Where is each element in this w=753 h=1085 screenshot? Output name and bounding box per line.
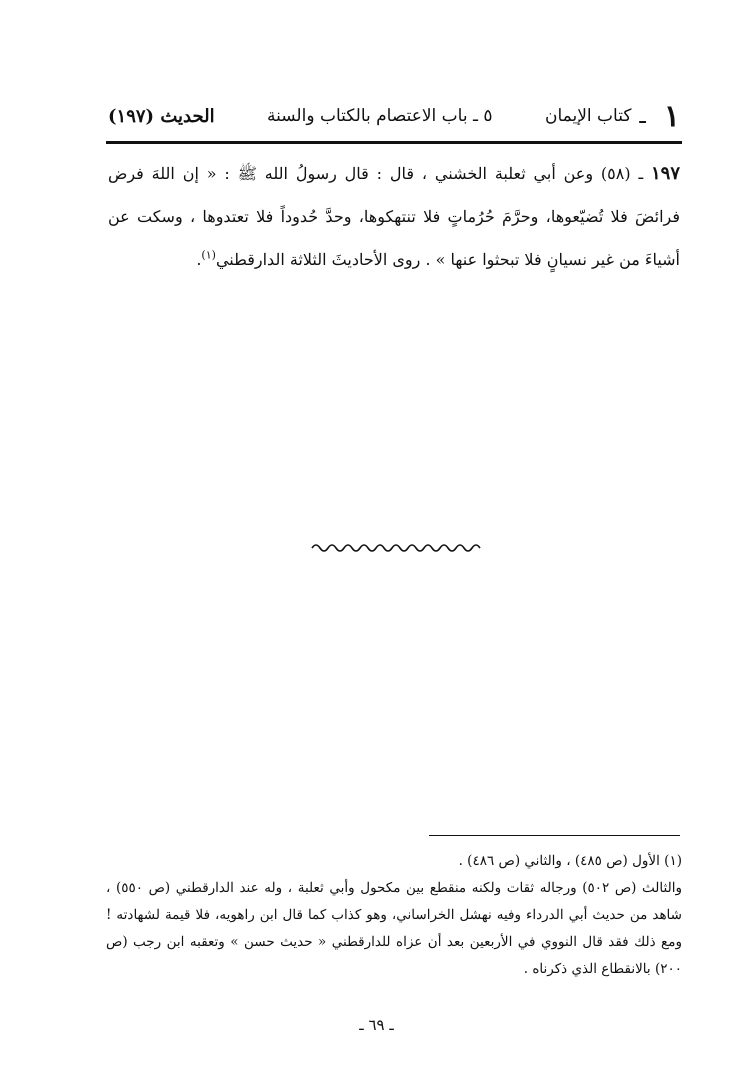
hadith-text: [108, 152, 680, 281]
hadith-number: ١٩٧: [650, 163, 680, 184]
hadith-end: .: [196, 250, 202, 269]
footnote-1: (١) الأول (ص ٤٨٥) ، والثاني (ص ٤٨٦) .: [458, 853, 682, 869]
wavy-separator: [310, 540, 482, 556]
footnotes: [106, 848, 682, 983]
header-book: [545, 99, 680, 134]
hadith-body: ـ (٥٨) وعن أبي ثعلبة الخشني ، قال : قال رسولُ الله ﷺ : « إن اللهَ فرض فرائضَ فلا تُضيّعوها، وحرَّمَ حُرُماتٍ فلا تنتهكوها، وحدَّ حُدوداً فلا تعتدوها ، وسكت عن أشياءَ من غير نسيانٍ فلا تبحثوا عنها » . روى الأحاديثَ الثلاثة الدارقطني: [108, 164, 680, 269]
footnote-reference: (١): [201, 248, 216, 262]
running-header: [108, 96, 680, 136]
header-rule: [106, 141, 682, 144]
footnote-continuation: والثالث (ص ٥٠٢) ورجاله ثقات ولكنه منقطع بين مكحول وأبي ثعلبة ، وله عند الدارقطني (ص ٥٥٠) ، شاهد من حديث أبي الدرداء وفيه نهشل الخراساني، وهو كذاب كما قال ابن راهويه، فلا قيمة لشهادته ! ومع ذلك فقد قال النووي في الأربعين بعد أن عزاه للدارقطني « حديث حسن » وتعقبه ابن رجب (ص ٢٠٠) بالانقطاع الذي ذكرناه .: [106, 880, 682, 977]
footnote-rule: [429, 835, 680, 836]
volume-number: ١: [663, 98, 680, 134]
hadith-reference: الحديث (١٩٧): [108, 105, 215, 127]
chapter-title: ٥ ـ باب الاعتصام بالكتاب والسنة: [267, 106, 493, 126]
page-number: ـ ٦٩ ـ: [359, 1016, 394, 1034]
header-dash: ـ: [639, 103, 646, 129]
book-title: كتاب الإيمان: [544, 106, 632, 126]
